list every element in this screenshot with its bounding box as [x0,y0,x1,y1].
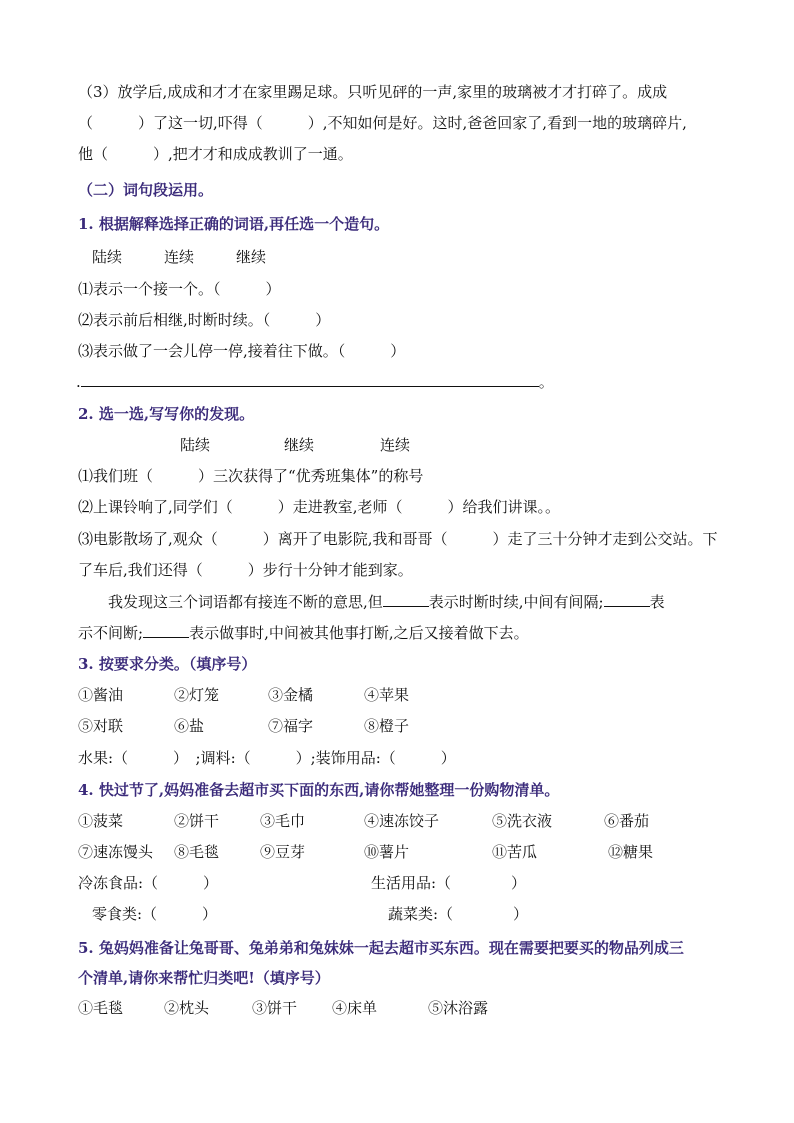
q2-blank-2[interactable] [604,592,650,607]
q4-item: ⑩薯片 [364,843,410,861]
q3-answer-line: 水果:（ ） ;调料:（ ）;装饰用品:（ ） [78,749,456,767]
q4-item: ⑥番茄 [604,812,650,830]
q2-item-1: ⑴我们班（ ）三次获得了“优秀班集体”的称号 [78,467,424,485]
q5-item: ①毛毯 [78,999,124,1017]
q2-item-2: ⑵上课铃响了,同学们（ ）走进教室,老师（ ）给我们讲课。。 [78,498,561,516]
q2-blank-1[interactable] [383,592,429,607]
q4-item: ②饼干 [174,812,220,830]
q3-item: ⑦福字 [268,717,314,735]
q2-word: 陆续 [180,436,211,454]
q4-item: ③毛巾 [260,812,306,830]
q4-title: 4. 快过节了,妈妈准备去超市买下面的东西,请你帮她整理一份购物清单。 [78,781,560,799]
q2-blank-3[interactable] [143,623,189,638]
q1-title: 1. 根据解释选择正确的词语,再任选一个造句。 [78,215,390,233]
q4-item: ④速冻饺子 [364,812,440,830]
paragraph-3-line-1: （3）放学后,成成和才才在家里踢足球。只听见砰的一声,家里的玻璃被才才打碎了。成成 [78,83,668,101]
q2-finding-text: 我发现这三个词语都有接连不断的意思,但 [108,593,383,611]
q3-item: ②灯笼 [174,686,220,704]
q2-finding-text: 表 [649,593,665,611]
q1-word: 继续 [236,248,267,266]
q2-item-4: 了车后,我们还得（ ）步行十分钟才能到家。 [78,561,413,579]
q4-item: ⑫糖果 [608,843,654,861]
q2-item-3: ⑶电影散场了,观众（ ）离开了电影院,我和哥哥（ ）走了三十分钟才走到公交站。下 [78,530,718,548]
q2-finding-text: 表示做事时,中间被其他事打断,之后又接着做下去。 [189,624,529,642]
q1-blank-line[interactable] [81,372,539,387]
q5-item: ③饼干 [252,999,298,1017]
q3-item: ⑧橙子 [364,717,410,735]
q4-item: ⑧毛毯 [174,843,220,861]
q4-category-snacks: 零食类:（ ） [92,905,218,923]
q1-item-1: ⑴表示一个接一个。（ ） [78,280,281,298]
q5-item: ④床单 [332,999,378,1017]
q1-sentence-line[interactable] [76,372,554,392]
q5-title-line-2: 个清单,请你来帮忙归类吧!（填序号） [78,969,330,987]
q4-item: ⑦速冻馒头 [78,843,154,861]
paragraph-3-line-2: （ ）了这一切,吓得（ ）,不知如何是好。这时,爸爸回家了,看到一地的玻璃碎片, [78,114,687,132]
q4-category-vegetables: 蔬菜类:（ ） [388,905,529,923]
q2-word: 继续 [284,436,315,454]
q4-category-frozen: 冷冻食品:（ ） [78,874,219,892]
q1-item-3: ⑶表示做了一会儿停一停,接着往下做。（ ） [78,342,406,360]
q1-line-suffix: 。 [538,373,554,391]
q4-item: ⑪苦瓜 [492,843,538,861]
q1-item-2: ⑵表示前后相继,时断时续。（ ） [78,311,331,329]
q2-finding-text: 示不间断; [78,624,144,642]
q1-word: 连续 [164,248,195,266]
section-2-title: （二）词句段运用。 [78,181,214,199]
q3-item: ⑤对联 [78,717,124,735]
paragraph-3-line-3: 他（ ）,把才才和成成教训了一通。 [78,145,353,163]
q3-item: ⑥盐 [174,717,205,735]
q1-word: 陆续 [92,248,123,266]
q4-item: ⑤洗衣液 [492,812,553,830]
q1-line-prefix: . [76,373,81,391]
q2-finding-text: 表示时断时续,中间有间隔; [428,593,604,611]
q3-title: 3. 按要求分类。（填序号） [78,655,257,673]
q4-item: ⑨豆芽 [260,843,306,861]
q2-finding-line-2 [78,623,529,643]
q3-item: ③金橘 [268,686,314,704]
q5-title-line-1: 5. 兔妈妈准备让兔哥哥、兔弟弟和兔妹妹一起去超市买东西。现在需要把要买的物品列成三 [78,939,684,957]
q2-word: 连续 [380,436,411,454]
q4-category-daily: 生活用品:（ ） [371,874,527,892]
q3-item: ①酱油 [78,686,124,704]
q2-finding-line-1 [108,592,665,612]
q4-item: ①菠菜 [78,812,124,830]
q5-item: ②枕头 [164,999,210,1017]
q5-item: ⑤沐浴露 [428,999,489,1017]
q2-title: 2. 选一选,写写你的发现。 [78,405,255,423]
q3-item: ④苹果 [364,686,410,704]
